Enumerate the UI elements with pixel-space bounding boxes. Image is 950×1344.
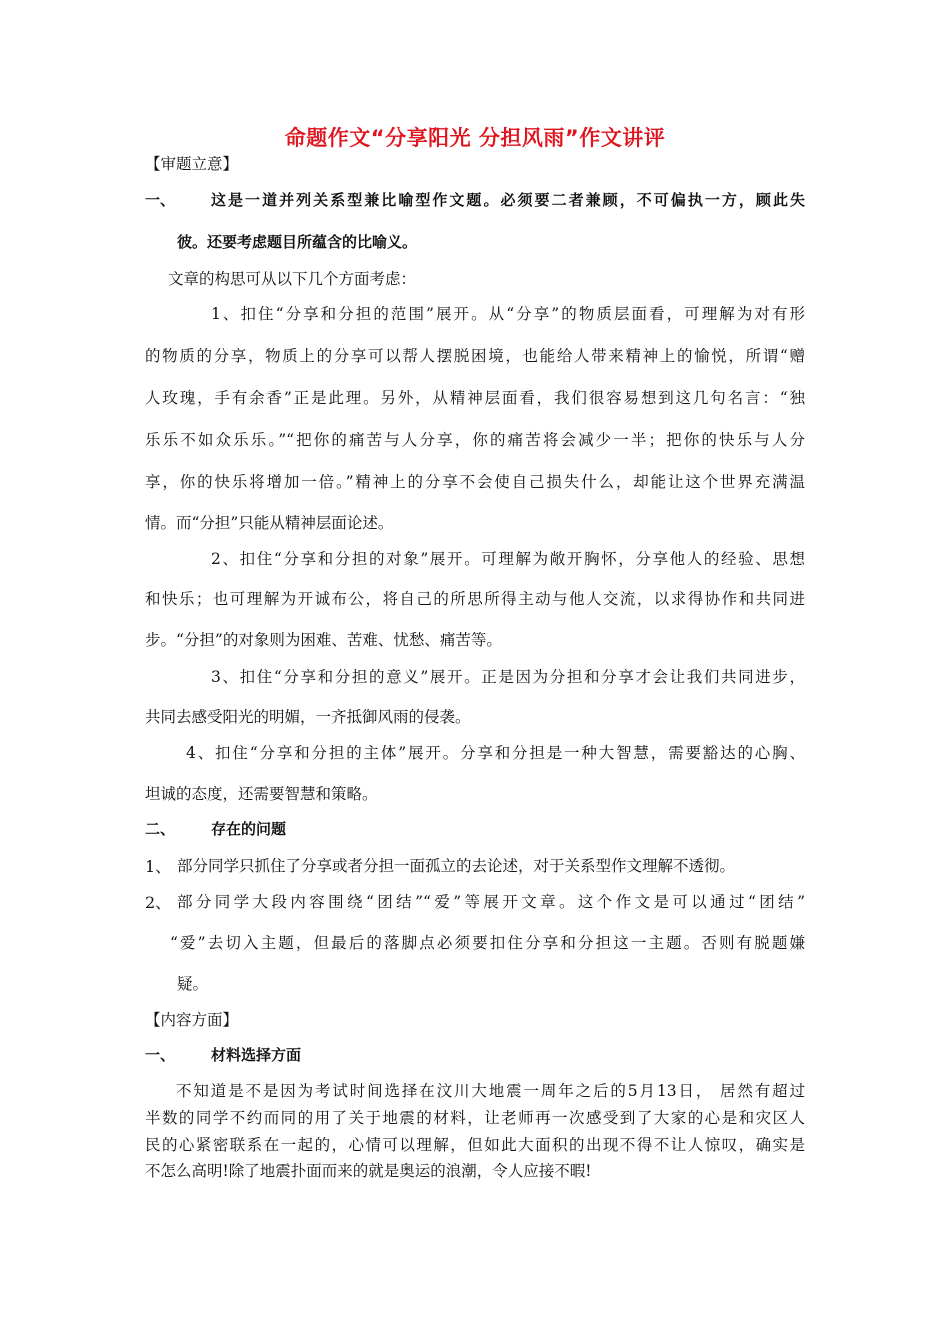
section-heading-topic: 【审题立意】 xyxy=(145,155,239,173)
document-title: 命题作文“分享阳光 分担风雨”作文讲评 xyxy=(284,126,666,150)
paragraph-line: 不怎么高明!除了地震扑面而来的就是奥运的浪潮，令人应接不暇! xyxy=(145,1162,592,1180)
paragraph-line: 半数的同学不约而同的用了关于地震的材料，让老师再一次感受到了大家的心是和灾区人 xyxy=(145,1109,805,1127)
section-number: 一、 xyxy=(145,1046,176,1064)
list-item-number: 1、 xyxy=(145,857,172,876)
section-heading-content: 【内容方面】 xyxy=(145,1011,239,1029)
paragraph-line: 人玫瑰，手有余香”正是此理。另外，从精神层面看，我们很容易想到这几句名言：“独 xyxy=(145,389,805,407)
bold-paragraph-line: 彼。还要考虑题目所蕴含的比喻义。 xyxy=(177,233,418,251)
section-heading-problems: 存在的问题 xyxy=(211,820,287,838)
paragraph-line: 情。而“分担”只能从精神层面论述。 xyxy=(145,514,394,532)
section-heading-materials: 材料选择方面 xyxy=(211,1046,302,1064)
paragraph-line: 4、扣住“分享和分担的主体”展开。分享和分担是一种大智慧，需要豁达的心胸、 xyxy=(186,744,805,762)
paragraph-line: 享，你的快乐将增加一倍。”精神上的分享不会使自己损失什么，却能让这个世界充满温 xyxy=(145,473,805,491)
item-number: 一、 xyxy=(145,191,176,209)
paragraph-line: 步。“分担”的对象则为困难、苦难、忧愁、痛苦等。 xyxy=(145,631,502,649)
paragraph-line: 坦诚的态度，还需要智慧和策略。 xyxy=(145,785,378,803)
list-item-line: 部分同学大段内容围绕“团结”“爱”等展开文章。这个作文是可以通过“团结” xyxy=(177,893,805,911)
paragraph-line: 不知道是不是因为考试时间选择在汶川大地震一周年之后的5月13日， 居然有超过 xyxy=(176,1082,805,1100)
paragraph-line: 3、扣住“分享和分担的意义”展开。正是因为分担和分享才会让我们共同进步， xyxy=(211,668,805,686)
list-item-line: 部分同学只抓住了分享或者分担一面孤立的去论述，对于关系型作文理解不透彻。 xyxy=(177,857,736,875)
list-item-number: 2、 xyxy=(145,893,172,912)
paragraph-line: 2、扣住“分享和分担的对象”展开。可理解为敞开胸怀，分享他人的经验、思想 xyxy=(211,550,805,568)
intro-line: 文章的构思可从以下几个方面考虑： xyxy=(168,270,417,288)
bold-paragraph-line: 这是一道并列关系型兼比喻型作文题。必须要二者兼顾，不可偏执一方，顾此失 xyxy=(211,191,805,209)
paragraph-line: 乐乐不如众乐乐。”“把你的痛苦与人分享，你的痛苦将会减少一半；把你的快乐与人分 xyxy=(145,431,805,449)
paragraph-line: 共同去感受阳光的明媚，一齐抵御风雨的侵袭。 xyxy=(145,708,471,726)
list-item-line: 疑。 xyxy=(177,975,209,993)
section-number: 二、 xyxy=(145,820,176,838)
paragraph-line: 民的心紧密联系在一起的，心情可以理解，但如此大面积的出现不得不让人惊叹，确实是 xyxy=(145,1136,805,1154)
paragraph-line: 和快乐；也可理解为开诚布公，将自己的所思所得主动与他人交流，以求得协作和共同进 xyxy=(145,590,805,608)
list-item-line: “爱”去切入主题，但最后的落脚点必须要扣住分享和分担这一主题。否则有脱题嫌 xyxy=(170,934,805,952)
paragraph-line: 1、扣住“分享和分担的范围”展开。从“分享”的物质层面看，可理解为对有形 xyxy=(211,305,805,323)
paragraph-line: 的物质的分享，物质上的分享可以帮人摆脱困境，也能给人带来精神上的愉悦，所谓“赠 xyxy=(145,347,805,365)
